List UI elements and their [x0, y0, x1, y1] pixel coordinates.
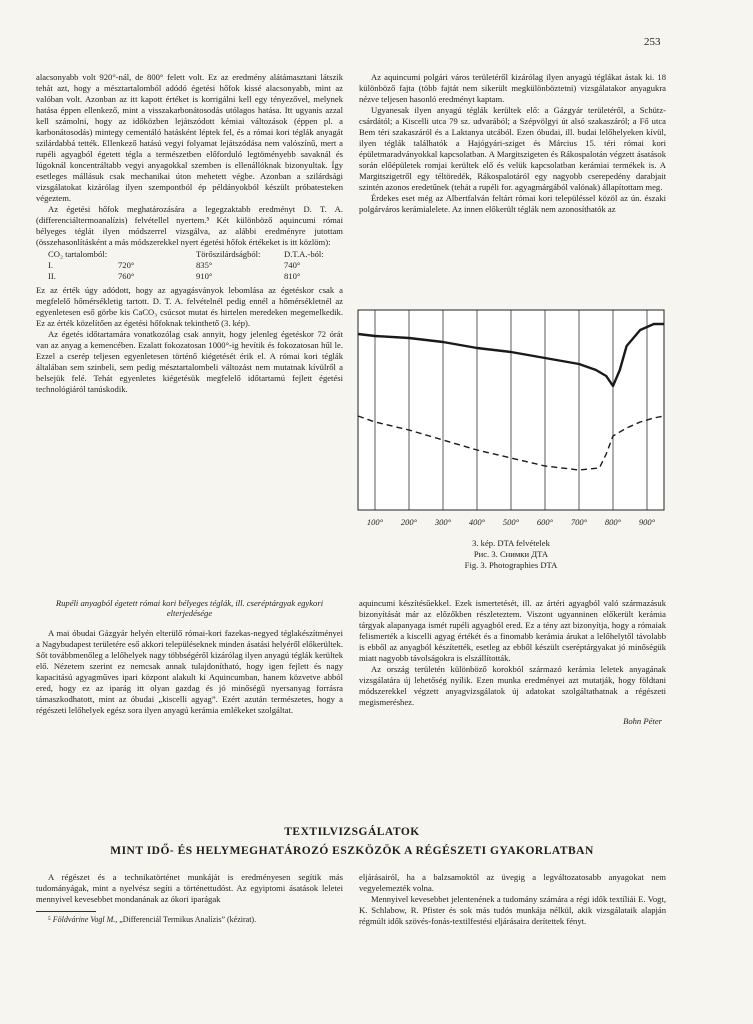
paragraph: Az égetés időtartamára vonatkozólag csak annyit, hogy jelenleg égetéskor 72 órát van az anyag a kemencében. Ezalatt fokozatosan 1000°-ig hevítik és fokozatosan hűl le. Ezzel a cserép teljesen egyenletesen történő kiégetését érik el. A római kori téglák általában sem szinbeli, sem pedig mésztartalombeli változást nem mutatnak kívülről a belsejük felé. Tehát egyenletes kiégetésük megfelelő időtartamú fejlett égetési technológiáról tanúskodik.: [36, 329, 343, 394]
table-cell: 835°: [196, 260, 213, 270]
figure-caption-hu: 3. kép. DTA felvételek: [472, 538, 550, 548]
footnote-author: Földvárine Vogl M.,: [52, 915, 118, 924]
column-right-top: [359, 72, 666, 215]
paragraph: A mai óbudai Gázgyár helyén elterülő római-kori fazekas-negyed téglakészítményei a Nagybudapest területére eső akkori településeknek minden ásatási helyéről előkerültek. Sőt továbbmenőleg a lelőhelyek nagy többségéről kizárólag ilyen anyagú téglák kerültek elő. Nézetem szerint ez nemcsak annak tulajdonítható, hogy igen fejlett és nagy kapacitású agyagműves ipari központ alakult ki Aquincumban, hanem közvetve abból ered, hogy ez az iparág itt olyan gazdag és jó minőségű nyersanyag forrásra támaszkodhatott, mint az óbudai „kiscelli agyag”. Ezért azután természetes, hogy a régészeti lelőhelyek egész sora ilyen anyagú kerámia emlékeket szolgáltat.: [36, 628, 343, 715]
paragraph: Az ország területén különböző korokból származó kerámia leletek anyagának vizsgálatára új lehetőség nyílik. Ezen munka eredményei azt mutatják, hogy földtani módszerekkel végzett anyagvizsgálatok új adatokat szolgáltathatnak a régészeti megismeréshez.: [359, 664, 666, 707]
table-header-cell: CO₂ tartalomból:: [48, 249, 108, 259]
footnote: [36, 915, 343, 925]
table-row: [36, 271, 343, 282]
x-tick-label: 400°: [468, 517, 486, 527]
paragraph: alacsonyabb volt 920°-nál, de 800° felett volt. Ez az eredmény alátámasztani látszik tehát azt, hogy a mésztartalomból adódó égetési hőfok kissé alacsonyabb, mint az valóban volt. Azonban az itt kapott értéket is korrigálni kell egy tényezővel, melynek hatása éppen ellenkező, mint a visszakarbonátosodás utólagos hatása. Itt ugyanis azzal kell számolni, hogy az időközben lejátszódott kémiai változások (éppen pl. a karbonátosodás) mintegy cementáló hatásként léptek fel, és a római kori téglák anyagát szilárdabbá tették. Ellenkező hatású vegyi folyamat lejátszódása nem valószínű, mert a rupéli agyagból égetett tégla a természetben előforduló legtöményebb savaknál és lúgoknál koncentráltabb vegyi anyagokkal szemben is ellenállóknak bizonyultak. Így esetleges mállásuk csak mechanikai úton mehetett végbe. Azonban a szilárdsági vizsgálatokat kizárólag ilyen szempontból ép példányokból készült próbatesteken végeztem.: [36, 72, 343, 203]
chart-grid: [358, 310, 664, 510]
paragraph: Az aquincumi polgári város területéről kizárólag ilyen anyagú téglákat ástak ki. 18 különböző fajta (több fajtát nem sikerült megkülönböztetni) vizsgálatakor anyagukra nézve teljesen hasonló eredményt kaptam.: [359, 72, 666, 104]
table-row: [36, 260, 343, 271]
table-cell: 720°: [118, 260, 135, 270]
section-subheading: Rupéli anyagból égetett római kori bélyeges téglák, ill. cseréptárgyak egykori elterjedésége: [55, 598, 324, 618]
table-cell: II.: [48, 271, 56, 281]
author-signature: Bohn Péter: [623, 716, 662, 726]
paragraph: eljárásairól, ha a balzsamoktól az üvegig a legváltozatosabb anyagokat nem vegyelemezték volna.: [359, 872, 666, 893]
footnote-divider: [36, 911, 96, 912]
page-number: 253: [644, 36, 661, 48]
x-tick-label: 600°: [536, 517, 554, 527]
x-tick-label: 800°: [604, 517, 622, 527]
dta-figure: [350, 306, 672, 576]
table-header-cell: D.T.A.-ból:: [284, 249, 324, 259]
table-cell: 810°: [284, 271, 301, 281]
x-tick-label: 100°: [366, 517, 384, 527]
column-left-middle: [36, 598, 343, 716]
x-tick-label: 700°: [570, 517, 588, 527]
x-tick-label: 500°: [502, 517, 520, 527]
x-tick-label: 300°: [434, 517, 452, 527]
column-left-bottom: [36, 872, 343, 925]
paragraph: Az égetési hőfok meghatározására a legegzaktabb eredményt D. T. A. (differenciáltermoanalízis) felvétellel nyertem.⁵ Két különböző aquincumi római bélyeges téglát ilyen módszerrel vizsgálva, az alábbi eredményre jutottam (összehasonlításként a más módszerekkel nyert égetési hőfok értékeket is itt közlöm):: [36, 204, 343, 247]
table-header-row: [36, 249, 343, 260]
table-cell: 910°: [196, 271, 213, 281]
paragraph: Ugyanesak ilyen anyagú téglák kerültek elő: a Gázgyár területéről, a Schütz-csárdától; a Kiscelli utca 79 sz. udvarából; a Szépvölgyi út alsó szakaszáról; a Fő utca Bem téri szakaszáról és a Laktanya utcából. Ezen óbudai, ill. budai lelőhelyeken kívül, ilyen téglák találhatók a Hajógyári-sziget és Március 15. téri római kori épületmaradványokkal kapcsolatban. A Margitszigeten és Rákospalotán végzett ásatások során előépületek romjai kerültek elő és velük kapcsolatban kerámiai termékek is. A Margitszigetről egy téltöredék, Rákospalotáról egy nagyobb cserepedény darabjait szintén azonos eredetűnek (tehát a rupéli for. agyagmárgából valónak) állapítottam meg.: [359, 105, 666, 192]
figure-caption-fr: Fig. 3. Photographies DTA: [464, 560, 558, 570]
paragraph: aquincumi készítésűekkel. Ezek ismertetését, ill. az ártéri agyagból való származásuk bizonyítását már az előzőkben részleteztem. Viszont ugyanninen előkerült kerámia tárgyak alapanyaga ismét rupéli agyagból ered. Ez a tény azt bizonyítja, hogy a rómaiak felismerték a kiscelli agyag értékét és a finomabb kerámia árukat a lelőhelytől távolabb is ebből az anyagból készítették, esetleg az ebből készült cseréptárgyakat jó minőségük miatt nagyobb távolságokra is elszállították.: [359, 598, 666, 663]
footnote-number: ⁵: [48, 915, 51, 924]
column-right-bottom: [359, 872, 666, 927]
paragraph: Mennyivel kevesebbet jelentenének a tudomány számára a régi idők textíliái E. Vogt, K. Schlabow, R. Pfister és sok más tudós munkája nélkül, akik vizsgálataik alapján régmúlt idők szövés-fonás-textilfestési eljárásaira derítettek fényt.: [359, 894, 666, 926]
paragraph: A régészet és a technikatörténet munkáját is eredményesen segítik más tudományágak, mint a nyelvész segíti a történettudóst. Az egyiptomi ásatások leletei mennyivel kevesebbet mondanának az ókori iparágak: [36, 872, 343, 904]
x-tick-label: 200°: [400, 517, 418, 527]
table-header-cell: Törőszilárdságból:: [196, 249, 261, 259]
paragraph: Ez az érték úgy adódott, hogy az agyagásványok lebomlása az égetéskor csak a megfelelő hőmérsékletig tartott. D. T. A. felvételnél pedig ennél a hőmérsékletnél az egyenletesen eső görbe kis CaCO₃ csúcsot mutat és hirtelen meredeken megemelkedik. Ez az érték közelítően az égetési hőfoknak tekinthető (3. kép).: [36, 285, 343, 328]
column-right-middle: [359, 598, 666, 727]
figure-caption-ru: Рис. 3. Снимки ДТА: [473, 549, 549, 559]
column-left-top: [36, 72, 343, 395]
article-subtitle: MINT IDŐ- ÉS HELYMEGHATÁROZÓ ESZKÖZÖK A RÉGÉSZETI GYAKORLATBAN: [110, 845, 594, 857]
paragraph: Érdekes eset még az Albertfalván feltárt római kori településsel közöl az ún. északi polgárváros kerámialelete. Az innen előkerült téglák nem azonosíthatók az: [359, 193, 666, 214]
x-tick-label: 900°: [638, 517, 656, 527]
chart-ticks: [367, 517, 656, 527]
table-cell: 760°: [118, 271, 135, 281]
temperature-table: [36, 249, 343, 282]
dta-chart: [350, 306, 672, 534]
article-title: TEXTILVIZSGÁLATOK: [284, 826, 420, 838]
table-cell: 740°: [284, 260, 301, 270]
footnote-text: „Differenciál Termikus Analízis” (kézirat).: [119, 915, 257, 924]
table-cell: I.: [48, 260, 54, 270]
